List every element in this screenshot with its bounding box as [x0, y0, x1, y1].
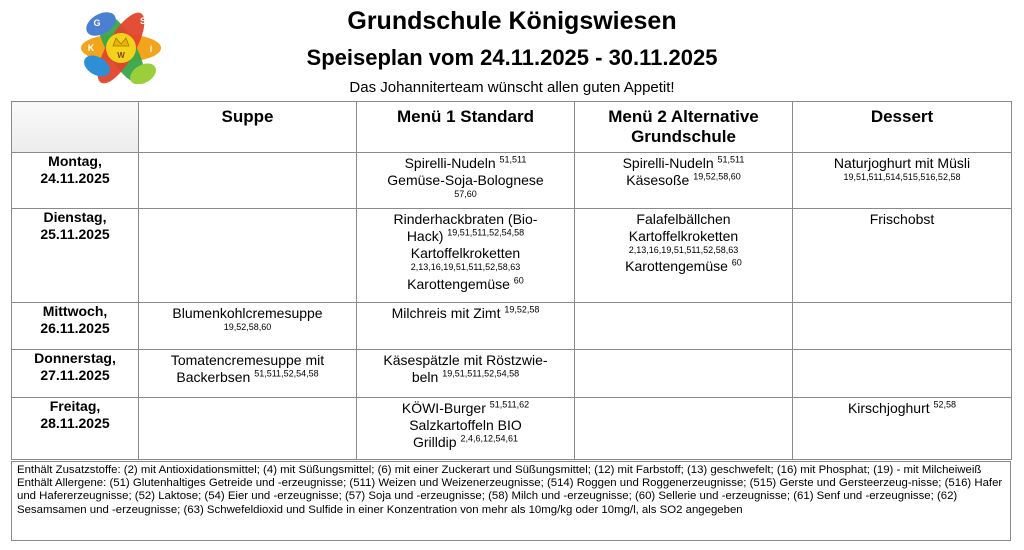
menu2-cell: [575, 303, 793, 350]
dish-line: Salzkartoffeln BIO: [409, 417, 522, 433]
dish-line: Blumenkohlcremesuppe: [172, 305, 323, 321]
column-header-menu2-line1: Menü 2 Alternative: [608, 107, 759, 126]
table-row: [12, 153, 1012, 209]
suppe-cell: [139, 398, 357, 460]
day-cell: [12, 153, 139, 209]
dish-line: Spirelli-Nudeln $^{51,511}$: [404, 154, 527, 171]
dish-line: Kartoffelkroketten: [410, 245, 521, 261]
menu2-cell: [575, 153, 793, 209]
menu1-cell: [357, 153, 575, 209]
day-date: 26.11.2025: [40, 320, 110, 336]
svg-text:W: W: [117, 51, 125, 60]
day-date: 25.11.2025: [40, 226, 110, 242]
table-row: [12, 350, 1012, 398]
column-header-menu2-line2: Grundschule: [631, 127, 736, 146]
dish-line: Tomatencremesuppe mit: [170, 352, 325, 368]
svg-text:S: S: [139, 16, 147, 26]
dessert-cell: [793, 398, 1012, 460]
dish-line: Käsesoße $^{19,52,58,60}$: [626, 171, 741, 188]
dish-line: KÖWI-Burger $^{51,511,62}$: [401, 399, 530, 416]
svg-text:i: i: [149, 44, 153, 54]
day-date: 24.11.2025: [40, 170, 110, 186]
table-row: [12, 398, 1012, 460]
allergen-codes: 19,52,58,60: [223, 322, 272, 332]
allergen-codes: 19,51,511,52,54,58: [447, 227, 525, 238]
allergen-codes: 19,51,511,514,515,516,52,58: [843, 172, 961, 182]
day-date: 27.11.2025: [40, 367, 110, 383]
dish-line: Grilldip $^{2,4,6,12,54,61}$: [412, 433, 519, 450]
page-title: Grundschule Königswiesen: [347, 7, 677, 35]
legend-footer: [11, 461, 1011, 541]
suppe-cell: [139, 303, 357, 350]
dish-line: Falafelbällchen: [636, 211, 731, 227]
table-header-row: [12, 102, 1012, 153]
svg-text:K: K: [87, 43, 95, 53]
dessert-cell: [793, 153, 1012, 209]
dish-line: Hack) $^{19,51,511,52,54,58}$: [406, 227, 525, 244]
menu1-cell: [357, 398, 575, 460]
dish-line: Kartoffelkroketten: [628, 228, 739, 244]
dish-line: Käsespätzle mit Röstzwie-: [383, 352, 548, 368]
dish-line: Rinderhackbraten (Bio-: [393, 211, 538, 227]
column-header-suppe: Suppe: [139, 102, 357, 153]
allergen-codes: 51,511,52,54,58: [254, 368, 319, 379]
svg-text:ö: ö: [118, 72, 124, 82]
day-name: Dienstag,: [43, 209, 107, 225]
suppe-cell: [139, 153, 357, 209]
dessert-cell: [793, 209, 1012, 303]
allergen-codes: 52,58: [933, 399, 957, 410]
table-row: [12, 303, 1012, 350]
allergens-legend: Enthält Allergene: (51) Glutenhaltiges Getreide und -erzeugnisse; (511) Weizen und Weizenerzeugnisse; (514) Roggen und Roggenerzeugnisse; (515) Gerste und Gersteerzeug-nisse; (516) Hafer und Hafererzeugnisse; (52) Laktose; (54) Eier und -erzeugnisse; (57) Soja und -erzeugnisse; (58) Milch und -erzeugnisse; (60) Sellerie und -erzeugnisse; (61) Senf und -erzeugnisse; (62) Sesamsamen und -erzeugnisse; (63) Schwefeldioxid und Sulfide in einer Konzentration von mehr als 10mg/kg oder 10mg/l, als SO2 angegeben: [17, 477, 1003, 516]
allergen-codes: 51,511: [717, 154, 745, 165]
day-cell: [12, 303, 139, 350]
allergen-codes: 60: [731, 257, 742, 268]
dish-line: Backerbsen $^{51,511,52,54,58}$: [176, 368, 319, 385]
menu1-cell: [357, 209, 575, 303]
dessert-cell: [793, 350, 1012, 398]
day-name: Montag,: [48, 153, 102, 169]
dessert-cell: [793, 303, 1012, 350]
allergen-codes: 2,4,6,12,54,61: [460, 433, 519, 444]
menu2-cell: [575, 350, 793, 398]
day-date: 28.11.2025: [40, 415, 110, 431]
menu2-cell: [575, 398, 793, 460]
dish-line: beln $^{19,51,511,52,54,58}$: [411, 368, 520, 385]
menu1-cell: [357, 350, 575, 398]
dish-line: Karottengemüse $^{60}$: [625, 257, 742, 274]
allergen-codes: 2,13,16,19,51,511,52,58,63: [628, 245, 739, 255]
table-row: [12, 209, 1012, 303]
svg-text:G: G: [93, 18, 101, 28]
day-name: Mittwoch,: [42, 303, 108, 319]
allergen-codes: 60: [513, 275, 524, 286]
column-header-dessert: Dessert: [793, 102, 1012, 153]
allergen-codes: 57,60: [454, 189, 477, 199]
menu2-cell: [575, 209, 793, 303]
allergen-codes: 2,13,16,19,51,511,52,58,63: [410, 262, 521, 272]
suppe-cell: [139, 209, 357, 303]
day-cell: [12, 209, 139, 303]
dish-line: Spirelli-Nudeln $^{51,511}$: [622, 154, 745, 171]
allergen-codes: 51,511,62: [489, 399, 530, 410]
column-header-menu1: Menü 1 Standard: [357, 102, 575, 153]
corner-cell: [12, 102, 139, 153]
menu1-cell: [357, 303, 575, 350]
dish-line: Gemüse-Soja-Bolognese: [387, 172, 544, 188]
allergen-codes: 19,52,58,60: [693, 171, 741, 182]
menu-period: Speiseplan vom 24.11.2025 - 30.11.2025: [306, 45, 718, 70]
allergen-codes: 19,51,511,52,54,58: [442, 368, 520, 379]
dish-line: Frischobst: [869, 211, 935, 227]
page-header: [0, 0, 1024, 100]
dish-line: Milchreis mit Zimt $^{19,52,58}$: [391, 304, 540, 321]
day-name: Freitag,: [49, 398, 101, 414]
day-cell: [12, 350, 139, 398]
allergen-codes: 19,52,58: [504, 304, 540, 315]
dish-line: Karottengemüse $^{60}$: [407, 275, 524, 292]
column-header-menu2: [575, 102, 793, 153]
allergen-codes: 51,511: [499, 154, 527, 165]
suppe-cell: [139, 350, 357, 398]
day-name: Donnerstag,: [34, 350, 116, 366]
dish-line: Naturjoghurt mit Müsli: [833, 155, 971, 171]
dish-line: Kirschjoghurt $^{52,58}$: [847, 399, 957, 416]
day-cell: [12, 398, 139, 460]
menu-table: [11, 101, 1012, 460]
additives-legend: Enthält Zusatzstoffe: (2) mit Antioxidationsmittel; (4) mit Süßungsmittel; (6) mit einer Zuckerart und Süßungsmittel; (12) mit Farbstoff; (13) geschwefelt; (16) mit Phosphat; (19) - mit Milcheiweiß: [17, 464, 982, 476]
greeting-text: Das Johanniterteam wünscht allen guten Appetit!: [349, 79, 675, 96]
